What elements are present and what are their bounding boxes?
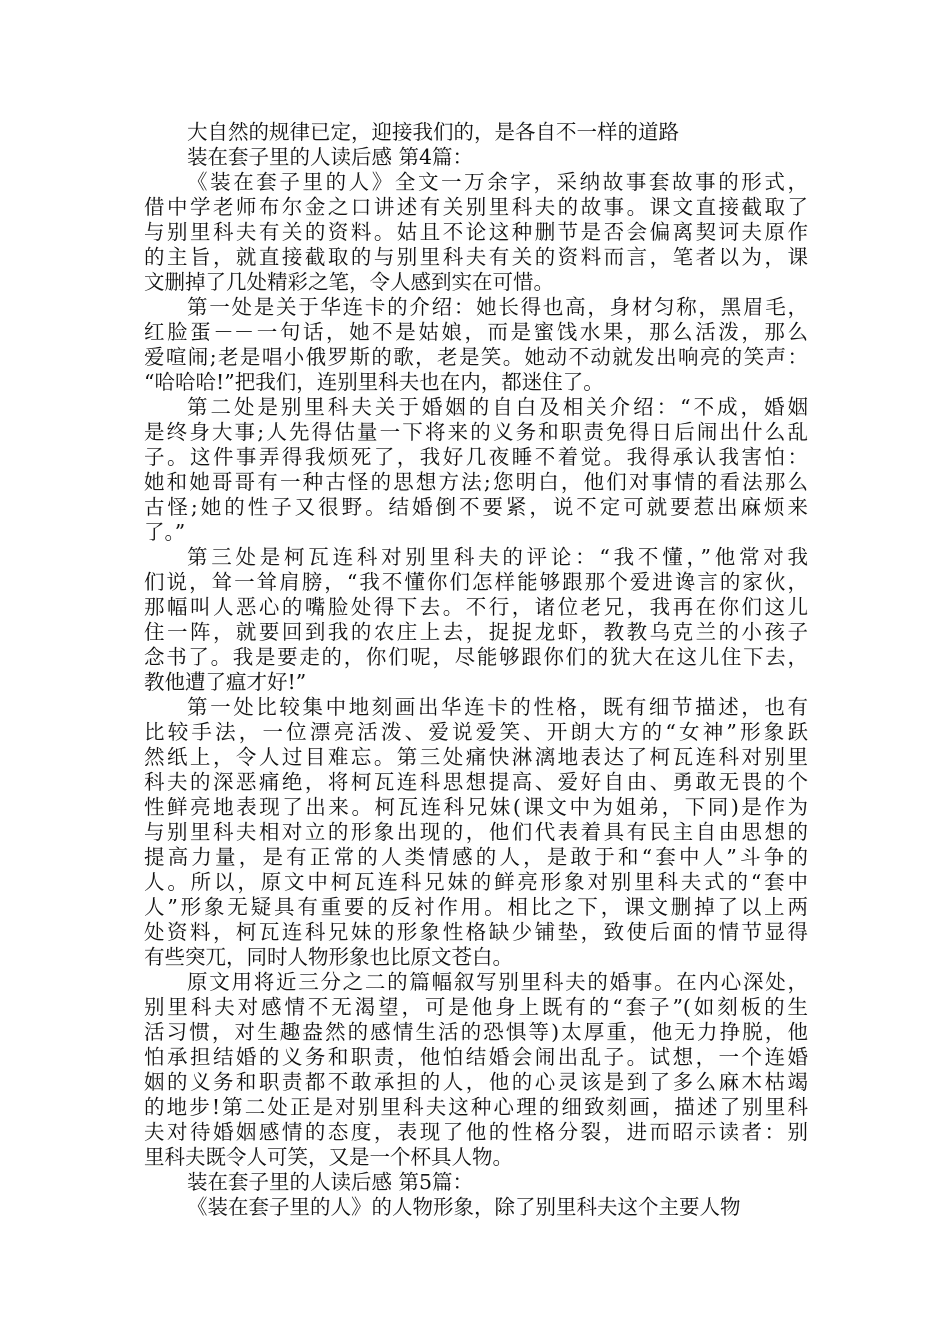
text-line: 《装在套子里的人》的人物形象，除了别里科夫这个主要人物 — [187, 1195, 741, 1219]
text-line: 第一处比较集中地刻画出华连卡的性格，既有细节描述，也有 — [187, 695, 808, 719]
text-line: 人”形象无疑具有重要的反衬作用。相比之下，课文删掉了以上两 — [144, 895, 808, 919]
text-line: 与别里科夫相对立的形象出现的，他们代表着具有民主自由思想的 — [144, 820, 808, 844]
text-line: 借中学老师布尔金之口讲述有关别里科夫的故事。课文直接截取了 — [144, 195, 808, 219]
text-line: 了。” — [144, 520, 186, 544]
text-line: 人。所以，原文中柯瓦连科兄妹的鲜亮形象对别里科夫式的“套中 — [144, 870, 808, 894]
text-line: 住一阵，就要回到我的农庄上去，捉捉龙虾，教教乌克兰的小孩子 — [144, 620, 808, 644]
section-heading — [144, 1170, 808, 1195]
text-line: 那幅叫人恶心的嘴脸处得下去。不行，诸位老兄，我再在你们这儿 — [144, 595, 808, 619]
paragraph — [144, 170, 808, 295]
text-line: 古怪;她的性子又很野。结婚倒不要紧，说不定可就要惹出麻烦来 — [144, 495, 808, 519]
paragraph — [144, 545, 808, 695]
text-line: 然纸上，令人过目难忘。第三处痛快淋漓地表达了柯瓦连科对别里 — [144, 745, 808, 769]
text-line: 第三处是柯瓦连科对别里科夫的评论：“我不懂，”他常对我 — [187, 545, 808, 569]
text-line: 念书了。我是要走的，你们呢，尽能够跟你们的犹大在这儿住下去， — [144, 645, 808, 669]
document-page — [144, 120, 808, 1220]
text-line: 怕承担结婚的义务和职责，他怕结婚会闹出乱子。试想，一个连婚 — [144, 1045, 808, 1069]
text-line: 装在套子里的人读后感 第4篇： — [187, 145, 474, 169]
text-line: 提高力量，是有正常的人类情感的人，是敢于和“套中人”斗争的 — [144, 845, 808, 869]
text-line: 科夫的深恶痛绝，将柯瓦连科思想提高、爱好自由、勇敢无畏的个 — [144, 770, 808, 794]
text-line: 里科夫既令人可笑，又是一个杯具人物。 — [144, 1145, 513, 1169]
text-line: 有些突兀，同时人物形象也比原文苍白。 — [144, 945, 513, 969]
text-line: 教他遭了瘟才好!” — [144, 670, 307, 694]
text-line: 爱喧闹;老是唱小俄罗斯的歌，老是笑。她动不动就发出响亮的笑声： — [144, 345, 808, 369]
text-line: 性鲜亮地表现了出来。柯瓦连科兄妹(课文中为姐弟，下同)是作为 — [144, 795, 808, 819]
text-line: 红脸蛋－－一句话，她不是姑娘，而是蜜饯水果，那么活泼，那么 — [144, 320, 808, 344]
text-line: 姻的义务和职责都不敢承担的人，他的心灵该是到了多么麻木枯竭 — [144, 1070, 808, 1094]
text-line: 的地步!第二处正是对别里科夫这种心理的细致刻画，描述了别里科 — [144, 1095, 808, 1119]
paragraph — [144, 1195, 808, 1220]
text-line: 文删掉了几处精彩之笔，令人感到实在可惜。 — [144, 270, 554, 294]
paragraph — [144, 970, 808, 1170]
text-line: 装在套子里的人读后感 第5篇： — [187, 1170, 474, 1194]
text-line: 第一处是关于华连卡的介绍：她长得也高，身材匀称，黑眉毛， — [187, 295, 808, 319]
paragraph — [144, 695, 808, 970]
text-line: 大自然的规律已定，迎接我们的，是各自不一样的道路 — [187, 120, 679, 144]
paragraph — [144, 395, 808, 545]
text-line: 活习惯，对生趣盎然的感情生活的恐惧等)太厚重，他无力挣脱，他 — [144, 1020, 808, 1044]
text-line: 处资料，柯瓦连科兄妹的形象性格缺少铺垫，致使后面的情节显得 — [144, 920, 808, 944]
text-line: “哈哈哈!”把我们，连别里科夫也在内，都迷住了。 — [144, 370, 604, 394]
paragraph — [144, 120, 808, 145]
section-heading — [144, 145, 808, 170]
text-line: 她和她哥哥有一种古怪的思想方法;您明白，他们对事情的看法那么 — [144, 470, 808, 494]
text-line: 们说，耸一耸肩膀，“我不懂你们怎样能够跟那个爱进谗言的家伙， — [144, 570, 808, 594]
text-line: 第二处是别里科夫关于婚姻的自白及相关介绍：“不成，婚姻 — [187, 395, 808, 419]
paragraph — [144, 295, 808, 395]
text-line: 比较手法，一位漂亮活泼、爱说爱笑、开朗大方的“女神”形象跃 — [144, 720, 808, 744]
text-line: 别里科夫对感情不无渴望，可是他身上既有的“套子”(如刻板的生 — [144, 995, 808, 1019]
text-line: 子。这件事弄得我烦死了，我好几夜睡不着觉。我得承认我害怕： — [144, 445, 808, 469]
text-line: 的主旨，就直接截取的与别里科夫有关的资料而言，笔者以为，课 — [144, 245, 808, 269]
text-line: 与别里科夫有关的资料。姑且不论这种删节是否会偏离契诃夫原作 — [144, 220, 808, 244]
text-line: 是终身大事;人先得估量一下将来的义务和职责免得日后闹出什么乱 — [144, 420, 808, 444]
text-line: 原文用将近三分之二的篇幅叙写别里科夫的婚事。在内心深处， — [187, 970, 808, 994]
text-line: 夫对待婚姻感情的态度，表现了他的性格分裂，进而昭示读者：别 — [144, 1120, 808, 1144]
text-line: 《装在套子里的人》全文一万余字，采纳故事套故事的形式， — [187, 170, 808, 194]
